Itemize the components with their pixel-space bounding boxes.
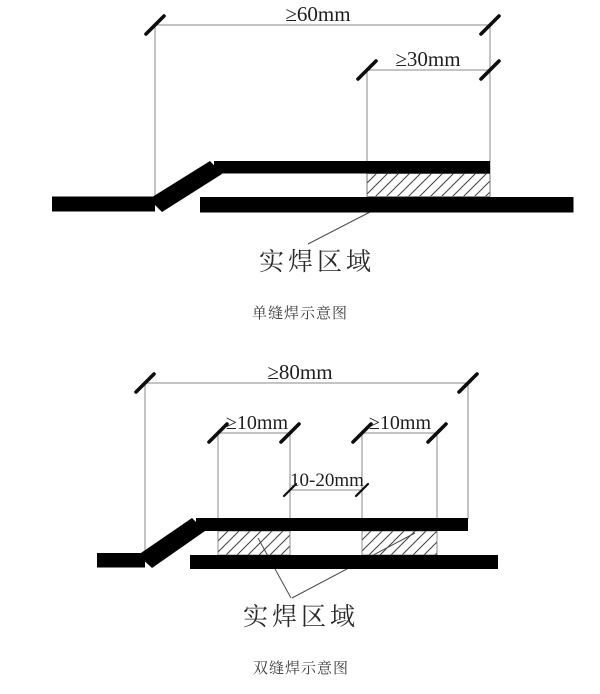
weld-hatch-area-right [362,531,437,555]
weld-hatch-area [367,174,490,197]
double-seam-caption: 双缝焊示意图 [252,660,350,677]
upper-plate [196,518,468,531]
leader-line [308,212,370,244]
upper-plate-left-end [52,197,155,212]
weld-area-label: 实焊区域 [259,249,376,276]
single-seam-diagram [52,2,574,322]
dimension-label-weld: ≥30mm [395,47,461,71]
dimension-label-weld1: ≥10mm [225,412,289,434]
upper-plate-left-end [97,553,145,568]
weld-hatch-area-left [218,531,290,555]
dimension-label-weld2: ≥10mm [368,412,432,434]
double-seam-diagram [97,360,498,677]
weld-area-label: 实焊区域 [243,604,360,631]
dimension-label-gap: 10-20mm [290,470,364,491]
dimension-label-total: ≥80mm [267,360,333,384]
lower-plate [190,555,498,569]
upper-plate [214,161,490,174]
dimension-label-total: ≥60mm [285,2,351,26]
lower-plate [200,197,574,213]
single-seam-caption: 单缝焊示意图 [251,305,349,322]
